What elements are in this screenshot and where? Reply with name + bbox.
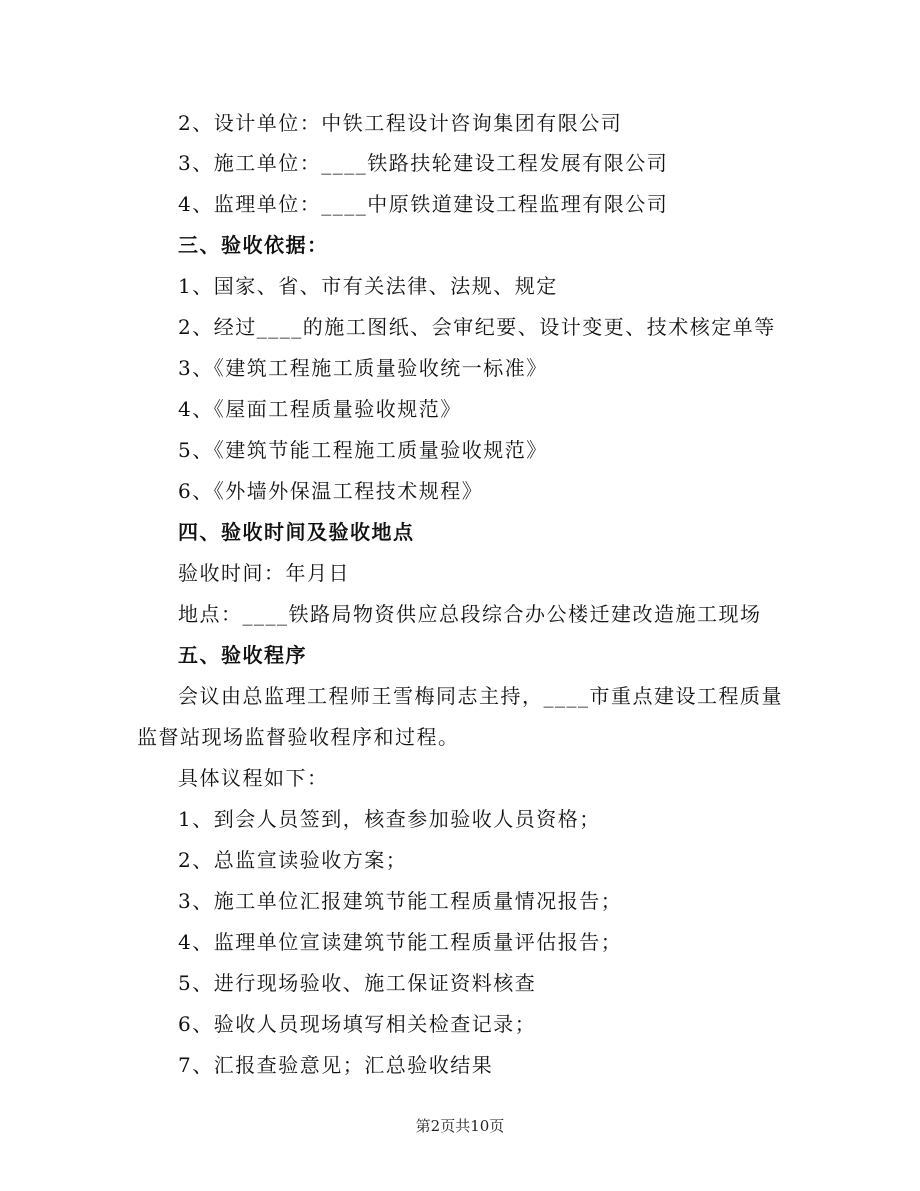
procedure-intro-line-2: 监督站现场监督验收程序和过程。 xyxy=(137,725,460,749)
acceptance-place: 地点：____铁路局物资供应总段综合办公楼迁建改造施工现场 xyxy=(178,602,762,626)
basis-item: 4、《屋面工程质量验收规范》 xyxy=(178,397,462,421)
section-3-heading: 三、验收依据： xyxy=(178,233,329,257)
design-unit-line: 2、设计单位：中铁工程设计咨询集团有限公司 xyxy=(178,111,623,135)
agenda-step: 1、到会人员签到，核查参加验收人员资格； xyxy=(178,807,601,831)
agenda-step: 6、验收人员现场填写相关检查记录； xyxy=(178,1012,537,1036)
basis-item: 6、《外墙外保温工程技术规程》 xyxy=(178,479,484,503)
section-4-heading: 四、验收时间及验收地点 xyxy=(178,520,415,544)
basis-item: 3、《建筑工程施工质量验收统一标准》 xyxy=(178,356,548,380)
section-5-heading: 五、验收程序 xyxy=(178,643,307,667)
agenda-title: 具体议程如下： xyxy=(178,766,329,790)
agenda-step: 4、监理单位宣读建筑节能工程质量评估报告； xyxy=(178,930,623,954)
agenda-step: 5、进行现场验收、施工保证资料核查 xyxy=(178,971,537,995)
procedure-intro-line-1: 会议由总监理工程师王雪梅同志主持，____市重点建设工程质量 xyxy=(178,684,783,708)
basis-item: 1、国家、省、市有关法律、法规、规定 xyxy=(178,274,558,298)
construction-unit-line: 3、施工单位：____铁路扶轮建设工程发展有限公司 xyxy=(178,151,669,175)
page-number-footer: 第2页共10页 xyxy=(415,1117,505,1135)
agenda-step: 7、汇报查验意见；汇总验收结果 xyxy=(178,1053,494,1077)
agenda-step: 2、总监宣读验收方案； xyxy=(178,848,408,872)
agenda-step: 3、施工单位汇报建筑节能工程质量情况报告； xyxy=(178,889,623,913)
acceptance-time: 验收时间：年月日 xyxy=(178,561,350,585)
basis-item: 5、《建筑节能工程施工质量验收规范》 xyxy=(178,438,548,462)
supervision-unit-line: 4、监理单位：____中原铁道建设工程监理有限公司 xyxy=(178,192,669,216)
basis-item: 2、经过____的施工图纸、会审纪要、设计变更、技术核定单等 xyxy=(178,315,776,339)
